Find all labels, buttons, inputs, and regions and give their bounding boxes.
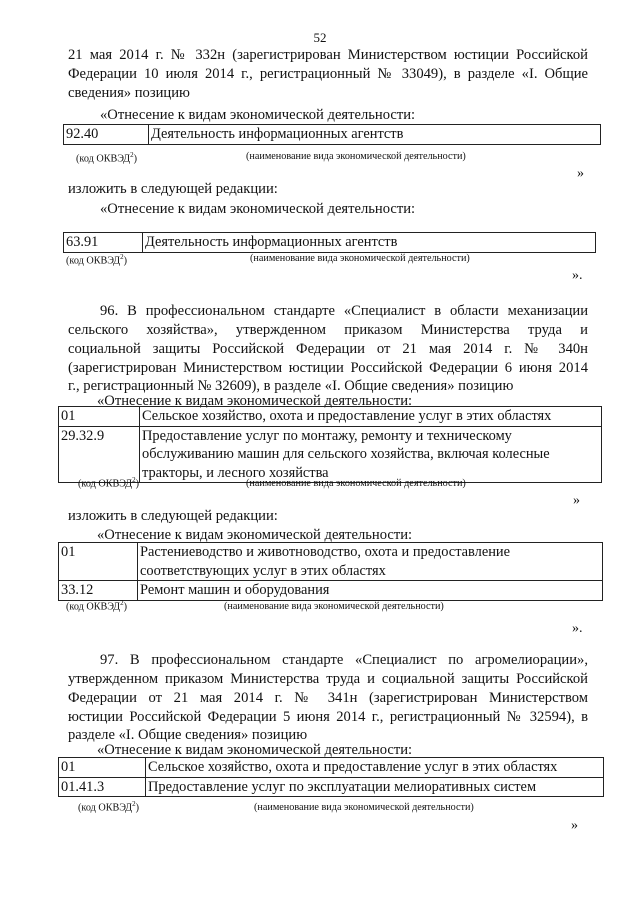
caption-code: (код ОКВЭД$^2$) <box>66 253 128 267</box>
relation-label-2: «Отнесение к видам экономической деятельности: <box>100 201 416 217</box>
quote-close: » <box>571 818 578 833</box>
quote-close-dot: ». <box>572 621 583 636</box>
item97-line-5: разделе «I. Общие сведения» позицию <box>68 727 308 743</box>
okved-name <box>140 426 602 483</box>
okved-code: 33.12 <box>59 581 138 601</box>
okved-name: Деятельность информационных агентств <box>149 125 601 145</box>
relation-label-3: «Отнесение к видам экономической деятельности: <box>97 393 413 409</box>
caption-name: (наименование вида экономической деятельности) <box>246 478 466 489</box>
caption-code: (код ОКВЭД$^2$) <box>78 476 140 490</box>
okved-name: Сельское хозяйство, охота и предоставление услуг в этих областях <box>140 407 602 427</box>
okved-code: 01.41.3 <box>59 777 146 797</box>
okved-name: Сельское хозяйство, охота и предоставление услуг в этих областях <box>146 758 604 778</box>
item97-line-3: Федерации от 21 мая 2014 г. № 341н (зарегистрирован Министерством <box>68 690 588 706</box>
item96-line-3: социальной защиты Российской Федерации от 21 мая 2014 г. № 340н <box>68 341 588 357</box>
okved-name <box>138 543 603 581</box>
relation-label-4: «Отнесение к видам экономической деятельности: <box>97 527 413 543</box>
okved-name: Предоставление услуг по эксплуатации мелиоративных систем <box>146 777 604 797</box>
caption-code: (код ОКВЭД$^2$) <box>76 151 138 165</box>
item97-line-1: 97. В профессиональном стандарте «Специалист по агромелиорации», <box>100 652 588 668</box>
item97-line-4: юстиции Российской Федерации 5 июня 2014 г., регистрационный № 32594), в <box>68 709 588 725</box>
quote-close-dot: ». <box>572 268 583 283</box>
caption-name: (наименование вида экономической деятельности) <box>224 601 444 612</box>
new-edition-label-1: изложить в следующей редакции: <box>68 181 278 197</box>
item96-line-2: сельского хозяйства», утвержденном приказом Министерства труда и <box>68 322 588 338</box>
okved-name: Деятельность информационных агентств <box>143 233 596 253</box>
okved-code: 29.32.9 <box>59 426 140 483</box>
relation-label-5: «Отнесение к видам экономической деятельности: <box>97 742 413 758</box>
table-row <box>59 777 604 797</box>
item97-line-2: утвержденном приказом Министерства труда и социальной защиты Российской <box>68 671 588 687</box>
okved-name-line: Растениеводство и животноводство, охота и предоставление <box>140 544 511 560</box>
okved-table-old-96 <box>58 406 602 483</box>
okved-name: Ремонт машин и оборудования <box>138 581 603 601</box>
item96-line-1: 96. В профессиональном стандарте «Специалист в области механизации <box>100 303 588 319</box>
caption-code: (код ОКВЭД$^2$) <box>66 599 128 613</box>
table-row <box>59 426 602 483</box>
table-row <box>59 581 603 601</box>
okved-code: 63.91 <box>64 233 143 253</box>
relation-label-1: «Отнесение к видам экономической деятельности: <box>100 107 416 123</box>
okved-table-new-96 <box>58 542 603 601</box>
caption-code: (код ОКВЭД$^2$) <box>78 800 140 814</box>
intro-line-3: сведения» позицию <box>68 85 190 101</box>
quote-close: » <box>577 166 584 181</box>
new-edition-label-2: изложить в следующей редакции: <box>68 508 278 524</box>
okved-table-new-1 <box>63 232 596 253</box>
okved-code: 92.40 <box>64 125 149 145</box>
caption-name: (наименование вида экономической деятельности) <box>246 151 466 162</box>
table-row <box>64 125 601 145</box>
caption-name: (наименование вида экономической деятельности) <box>254 802 474 813</box>
intro-line-1: 21 мая 2014 г. № 332н (зарегистрирован Министерством юстиции Российской <box>68 47 588 63</box>
page-number: 52 <box>313 30 327 45</box>
okved-table-old-97 <box>58 757 604 797</box>
table-row <box>59 407 602 427</box>
okved-table-old-1 <box>63 124 601 145</box>
intro-line-2: Федерации 10 июля 2014 г., регистрационный № 33049), в разделе «I. Общие <box>68 66 588 82</box>
table-row <box>64 233 596 253</box>
okved-name-line: соответствующих услуг в этих областях <box>140 562 386 579</box>
okved-code: 01 <box>59 758 146 778</box>
item96-line-5: г., регистрационный № 32609), в разделе «I. Общие сведения» позицию <box>68 378 514 394</box>
okved-name-line: Предоставление услуг по монтажу, ремонту и техническому <box>142 427 512 444</box>
table-row <box>59 758 604 778</box>
okved-name-line: обслуживанию машин для сельского хозяйства, включая колесные <box>142 446 550 462</box>
okved-code: 01 <box>59 543 138 581</box>
okved-name-line: тракторы, и лесного хозяйства <box>142 464 329 481</box>
item96-line-4: (зарегистрирован Министерством юстиции Российской Федерации 6 июня 2014 <box>68 360 588 376</box>
caption-name: (наименование вида экономической деятельности) <box>250 253 470 264</box>
quote-close: » <box>573 493 580 508</box>
okved-code: 01 <box>59 407 140 427</box>
table-row <box>59 543 603 581</box>
